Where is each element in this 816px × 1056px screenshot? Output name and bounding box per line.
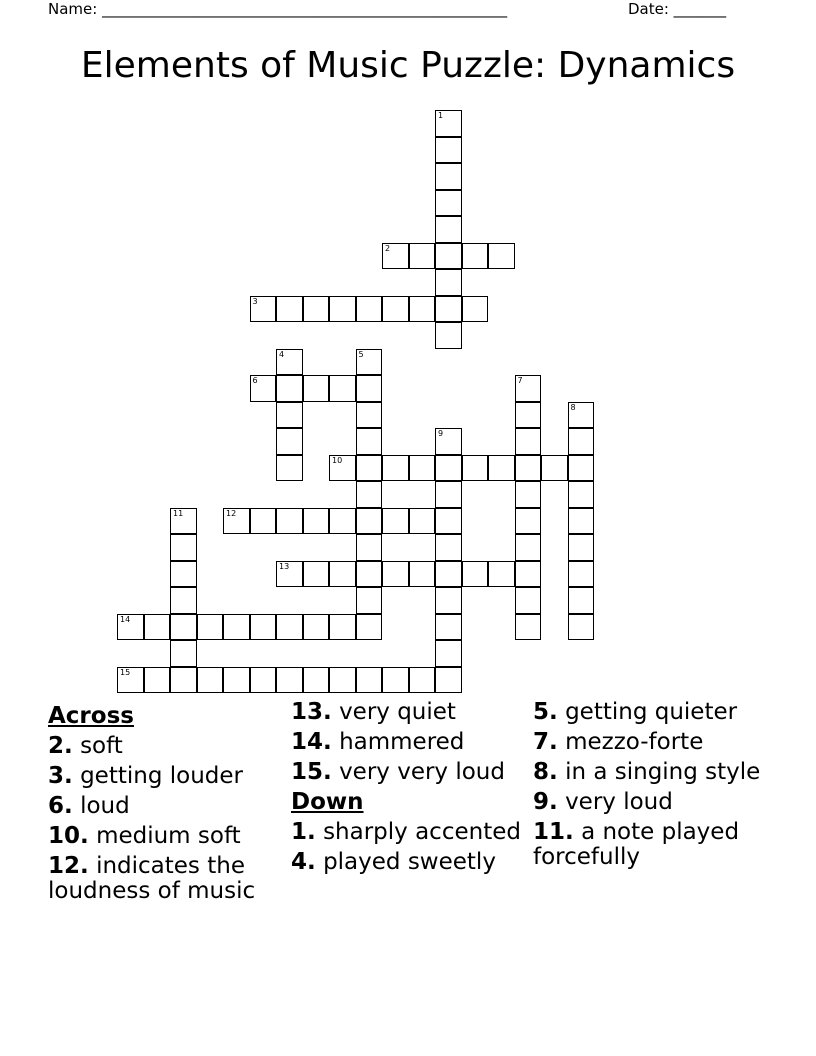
crossword-cell[interactable] — [276, 508, 303, 535]
crossword-cell[interactable] — [515, 614, 542, 641]
crossword-cell[interactable] — [435, 587, 462, 614]
crossword-cell[interactable] — [329, 455, 356, 482]
date-field[interactable]: Date: _______ — [628, 0, 727, 18]
crossword-cell[interactable] — [276, 561, 303, 588]
crossword-cell[interactable] — [356, 614, 383, 641]
name-field[interactable]: Name: ______________________________________________________ — [48, 0, 508, 18]
cell-number: 3 — [252, 296, 258, 306]
clue-down-1: 1. sharply accented — [291, 819, 521, 845]
crossword-cell[interactable] — [435, 508, 462, 535]
crossword-cell[interactable] — [356, 561, 383, 588]
crossword-cell[interactable] — [568, 614, 595, 641]
crossword-cell[interactable] — [276, 375, 303, 402]
crossword-cell[interactable] — [515, 481, 542, 508]
crossword-cell[interactable] — [223, 508, 250, 535]
crossword-cell[interactable] — [276, 296, 303, 323]
crossword-cell[interactable] — [356, 402, 383, 429]
crossword-cell[interactable] — [568, 481, 595, 508]
crossword-cell[interactable] — [435, 322, 462, 349]
crossword-cell[interactable] — [303, 561, 330, 588]
crossword-cell[interactable] — [170, 587, 197, 614]
crossword-cell[interactable] — [541, 455, 568, 482]
crossword-cell[interactable] — [144, 614, 171, 641]
crossword-cell[interactable] — [435, 216, 462, 243]
cell-number: 7 — [517, 376, 523, 385]
crossword-cell[interactable] — [435, 269, 462, 296]
crossword-cell[interactable] — [488, 561, 515, 588]
clues-column-3 — [533, 700, 773, 875]
crossword-cell[interactable] — [356, 508, 383, 535]
crossword-cell[interactable] — [409, 243, 436, 270]
clue-across-10: 10. medium soft — [48, 823, 241, 849]
crossword-cell[interactable] — [568, 534, 595, 561]
crossword-cell[interactable] — [515, 402, 542, 429]
crossword-cell[interactable] — [435, 428, 462, 455]
cell-number: 9 — [438, 429, 444, 438]
crossword-cell[interactable] — [568, 587, 595, 614]
clue-down-4: 4. played sweetly — [291, 849, 496, 875]
crossword-cell[interactable] — [568, 561, 595, 588]
crossword-cell[interactable] — [515, 508, 542, 535]
crossword-cell[interactable] — [250, 296, 277, 323]
crossword-cell[interactable] — [303, 508, 330, 535]
crossword-cell[interactable] — [435, 561, 462, 588]
crossword-cell[interactable] — [250, 508, 277, 535]
crossword-cell[interactable] — [409, 561, 436, 588]
cell-number: 8 — [570, 402, 576, 412]
crossword-cell[interactable] — [329, 667, 356, 694]
crossword-cell[interactable] — [117, 614, 144, 641]
crossword-cell[interactable] — [303, 667, 330, 694]
crossword-cell[interactable] — [170, 508, 197, 535]
crossword-cell[interactable] — [356, 587, 383, 614]
crossword-cell[interactable] — [276, 667, 303, 694]
cell-number: 11 — [173, 508, 184, 518]
crossword-cell[interactable] — [462, 455, 489, 482]
clue-down-11: 11. a note played forcefully — [533, 819, 740, 870]
crossword-cell[interactable] — [144, 667, 171, 694]
crossword-cell[interactable] — [515, 455, 542, 482]
crossword-cell[interactable] — [515, 587, 542, 614]
crossword-cell[interactable] — [276, 428, 303, 455]
crossword-cell[interactable] — [568, 428, 595, 455]
crossword-cell[interactable] — [250, 375, 277, 402]
crossword-cell[interactable] — [409, 455, 436, 482]
crossword-cell[interactable] — [170, 561, 197, 588]
crossword-cell[interactable] — [170, 534, 197, 561]
crossword-cell[interactable] — [197, 667, 224, 694]
crossword-cell[interactable] — [435, 481, 462, 508]
clue-across-2: 2. soft — [48, 733, 123, 759]
crossword-cell[interactable] — [568, 402, 595, 429]
page-title: Elements of Music Puzzle: Dynamics — [80, 45, 736, 86]
crossword-cell[interactable] — [117, 667, 144, 694]
crossword-cell[interactable] — [329, 614, 356, 641]
crossword-cell[interactable] — [462, 243, 489, 270]
crossword-cell[interactable] — [356, 667, 383, 694]
crossword-cell[interactable] — [356, 534, 383, 561]
crossword-cell[interactable] — [435, 190, 462, 217]
clue-down-7: 7. mezzo-forte — [533, 729, 704, 755]
crossword-cell[interactable] — [356, 428, 383, 455]
crossword-cell[interactable] — [382, 455, 409, 482]
crossword-cell[interactable] — [435, 137, 462, 164]
cell-number: 6 — [252, 376, 258, 385]
cell-number: 12 — [226, 508, 237, 518]
crossword-cell[interactable] — [515, 428, 542, 455]
crossword-cell[interactable] — [488, 243, 515, 270]
crossword-cell[interactable] — [356, 455, 383, 482]
crossword-cell[interactable] — [197, 614, 224, 641]
clue-down-9: 9. very loud — [533, 789, 673, 815]
crossword-cell[interactable] — [170, 640, 197, 667]
crossword-cell[interactable] — [515, 534, 542, 561]
cell-number: 4 — [279, 349, 285, 359]
crossword-cell[interactable] — [435, 614, 462, 641]
clue-across-13: 13. very quiet — [291, 699, 456, 725]
clue-across-15: 15. very very loud — [291, 759, 505, 785]
cell-number: 2 — [385, 243, 391, 253]
crossword-cell[interactable] — [435, 667, 462, 694]
crossword-cell[interactable] — [462, 296, 489, 323]
crossword-cell[interactable] — [329, 296, 356, 323]
crossword-cell[interactable] — [223, 614, 250, 641]
cell-number: 14 — [120, 614, 131, 624]
crossword-cell[interactable] — [568, 508, 595, 535]
clue-down-5: 5. getting quieter — [533, 699, 738, 725]
crossword-cell[interactable] — [303, 296, 330, 323]
crossword-cell[interactable] — [568, 455, 595, 482]
crossword-cell[interactable] — [409, 508, 436, 535]
across-heading: Across — [48, 703, 134, 729]
crossword-cell[interactable] — [435, 296, 462, 323]
crossword-cell[interactable] — [382, 561, 409, 588]
crossword-cell[interactable] — [250, 667, 277, 694]
clues-column-2 — [291, 700, 526, 880]
crossword-cell[interactable] — [356, 349, 383, 376]
crossword-cell[interactable] — [303, 375, 330, 402]
clues-column-1 — [48, 700, 288, 909]
crossword-cell[interactable] — [329, 561, 356, 588]
crossword-cell[interactable] — [435, 455, 462, 482]
crossword-cell[interactable] — [356, 296, 383, 323]
crossword-cell[interactable] — [276, 402, 303, 429]
crossword-cell[interactable] — [488, 455, 515, 482]
cell-number: 15 — [120, 667, 131, 677]
clue-down-8: 8. in a singing style — [533, 759, 761, 785]
clue-across-6: 6. loud — [48, 793, 130, 819]
crossword-cell[interactable] — [409, 296, 436, 323]
clue-across-14: 14. hammered — [291, 729, 465, 755]
crossword-cell[interactable] — [382, 243, 409, 270]
crossword-cell[interactable] — [276, 614, 303, 641]
crossword-cell[interactable] — [276, 455, 303, 482]
crossword-cell[interactable] — [515, 561, 542, 588]
clue-across-3: 3. getting louder — [48, 763, 243, 789]
crossword-cell[interactable] — [329, 375, 356, 402]
crossword-cell[interactable] — [435, 640, 462, 667]
cell-number: 10 — [332, 455, 343, 465]
crossword-cell[interactable] — [515, 375, 542, 402]
crossword-cell[interactable] — [356, 481, 383, 508]
crossword-cell[interactable] — [356, 375, 383, 402]
crossword-cell[interactable] — [303, 614, 330, 641]
crossword-cell[interactable] — [223, 667, 250, 694]
crossword-cell[interactable] — [435, 534, 462, 561]
cell-number: 5 — [358, 349, 364, 359]
crossword-cell[interactable] — [170, 614, 197, 641]
crossword-cell[interactable] — [435, 243, 462, 270]
crossword-cell[interactable] — [382, 667, 409, 694]
down-heading: Down — [291, 789, 364, 815]
crossword-cell[interactable] — [382, 296, 409, 323]
crossword-cell[interactable] — [250, 614, 277, 641]
crossword-cell[interactable] — [170, 667, 197, 694]
cell-number: 13 — [279, 561, 290, 571]
crossword-cell[interactable] — [382, 508, 409, 535]
crossword-cell[interactable] — [329, 508, 356, 535]
crossword-cell[interactable] — [409, 667, 436, 694]
crossword-cell[interactable] — [435, 110, 462, 137]
cell-number: 1 — [438, 111, 444, 120]
crossword-cell[interactable] — [276, 349, 303, 376]
crossword-cell[interactable] — [462, 561, 489, 588]
clue-across-12: 12. indicates the loudness of music — [48, 853, 256, 904]
crossword-cell[interactable] — [435, 163, 462, 190]
